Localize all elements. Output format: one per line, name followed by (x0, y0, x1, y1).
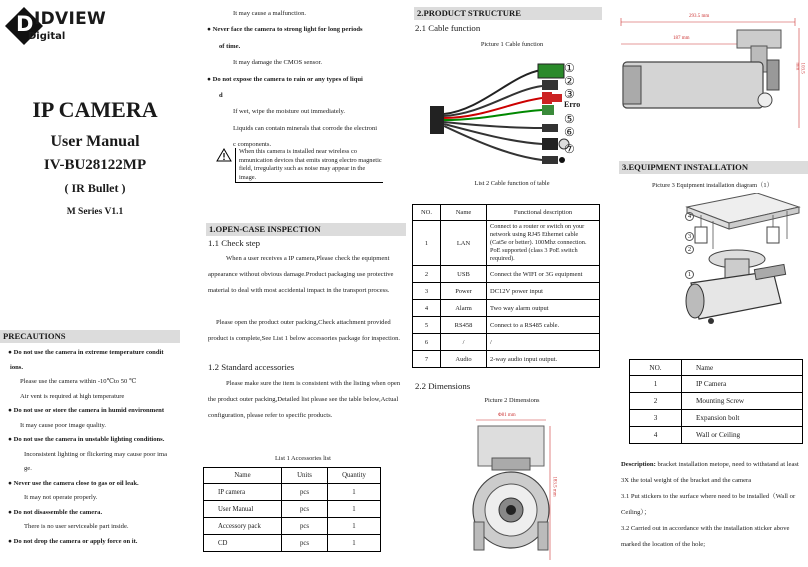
precaution-6: ● Do not drop the camera or apply force on it. (8, 537, 138, 545)
precaution-1-detail-2: Air vent is required at high temperature (20, 392, 125, 400)
inspection-column (203, 0, 406, 567)
precaution-5-detail: There is no user serviceable part inside. (24, 523, 129, 530)
cell: 1 (328, 484, 381, 501)
cell: Connect to a router or switch on your network using RJ45 Ethernet cable (Cat5e or better). 100Mhz connection. PoE supported (class 3 PoE switch required). (487, 221, 600, 266)
cell: Accessory pack (204, 518, 282, 535)
cell: pcs (282, 484, 328, 501)
accessories-table (203, 467, 381, 552)
check-step-text-1: When a user receives a IP camera,Please check the equipment appearance without obvious damage.Product packaging use protective material to deal with most accidental impact in the transport process. (208, 255, 394, 294)
cable-callouts (564, 62, 594, 156)
col-description: Functional description (487, 205, 600, 221)
cell: 5 (413, 317, 441, 334)
cell: CD (204, 535, 282, 552)
table-row (413, 317, 600, 334)
cell: RS458 (441, 317, 487, 334)
cell: LAN (441, 221, 487, 266)
install-step-1 (621, 489, 807, 521)
brand-name: IDVIEW (34, 9, 107, 29)
callout-5: ⑤ (564, 112, 575, 126)
table-row (204, 484, 381, 501)
installation-parts-table (629, 359, 803, 444)
callout-6: ⑥ (564, 125, 575, 139)
callout-3: 3 (685, 232, 694, 241)
col-no: NO. (413, 205, 441, 221)
precaution-3-detail-2: ge. (24, 465, 32, 472)
cont-bullet-2: ● Never face the camera to strong light for long periods (207, 26, 363, 34)
cont-bullet-2b: of time. (219, 42, 241, 50)
cell: 1 (413, 221, 441, 266)
precaution-1-detail-1: Please use the camera within -10℃to 50 ℃ (20, 378, 137, 385)
precaution-2: ● Do not use or store the camera in humid environment (8, 407, 165, 414)
callout-2: 2 (685, 245, 694, 254)
cont-line-3b: Liquids can contain minerals that corrode the electroni (233, 124, 378, 132)
precaution-4-detail: It may not operate properly. (24, 494, 98, 501)
cell: Connect the WIFI or 3G equipment (487, 266, 600, 283)
cell: 4 (630, 427, 682, 444)
precautions-list (8, 346, 198, 549)
logo-letter: D (16, 12, 34, 36)
list2-caption: List 2 Cable function of table (474, 180, 550, 187)
inspection-heading: 1.OPEN-CASE INSPECTION (206, 223, 406, 236)
pic3-caption: Picture 3 Equipment installation diagram（1） (651, 182, 774, 189)
col-units: Units (282, 468, 328, 484)
table-row (413, 266, 600, 283)
product-type: ( IR Bullet ) (64, 181, 126, 195)
cont-line-3a: If wet, wipe the moisture out immediately. (233, 108, 346, 116)
precaution-3: ● Do not use the camera in unstable lighting conditions. (8, 436, 165, 443)
side-dimension-diagram (617, 10, 808, 130)
standard-accessories-title: 1.2 Standard accessories (208, 362, 295, 372)
check-step-para-1 (208, 251, 401, 299)
callout-1: ① (564, 61, 575, 75)
structure-heading: 2.PRODUCT STRUCTURE (414, 7, 602, 20)
list1-caption: List 1 Accessories list (275, 455, 331, 462)
table-row (630, 376, 803, 393)
cell: 4 (413, 300, 441, 317)
cont-bullet-3b: d (219, 92, 223, 100)
cell: Connect to a RS485 cable. (487, 317, 600, 334)
table-row (630, 393, 803, 410)
cell: Mounting Screw (682, 393, 803, 410)
precaution-1-cont: ions. (10, 363, 24, 371)
cell: 1 (328, 501, 381, 518)
standard-accessories-para (208, 376, 401, 424)
description-text: bracket installation metope, need to withstand at least 3X the total weight of the bracket and the camera (621, 461, 799, 484)
cont-line-2: It may damage the CMOS sensor. (233, 59, 323, 67)
callout-7: ⑦ (564, 142, 575, 156)
cover-column (0, 0, 200, 567)
dimensions-title: 2.2 Dimensions (415, 381, 471, 391)
series-version: M Series V1.1 (66, 207, 124, 217)
precaution-5: ● Do not disassemble the camera. (8, 508, 103, 516)
cell: Audio (441, 351, 487, 368)
precautions-heading: PRECAUTIONS (0, 330, 180, 343)
cell: User Manual (204, 501, 282, 518)
table-header-row (204, 468, 381, 484)
cell: 2 (413, 266, 441, 283)
table-header-row (413, 205, 600, 221)
brand-sub: Digital (28, 31, 66, 42)
cable-function-title: 2.1 Cable function (415, 23, 481, 33)
cell: DC12V power input (487, 283, 600, 300)
cont-line-1: It may cause a malfunction. (233, 10, 307, 17)
cable-function-table (412, 204, 600, 368)
table-row (413, 300, 600, 317)
installation-diagram (677, 193, 802, 330)
col-name: Name (682, 360, 803, 376)
install-step-2 (621, 521, 807, 553)
dim-side-height-label: 103.5 mm (794, 62, 805, 74)
install-step-1-text: 3.1 Put stickers to the surface where need to be installed（Wall or Ceiling）； (621, 493, 796, 516)
check-step-title: 1.1 Check step (208, 238, 261, 248)
table-row (413, 334, 600, 351)
precautions-continued (207, 6, 405, 154)
dimensions-diagram (468, 412, 558, 562)
pic1-caption: Picture 1 Cable function (480, 41, 544, 48)
installation-column (617, 0, 808, 567)
precaution-4: ● Never use the camera close to gas or oil leak. (8, 479, 139, 487)
dim-total-label: 293.5 mm (689, 14, 710, 19)
pic2-caption: Picture 2 Dimensions (484, 397, 540, 404)
col-no: NO. (630, 360, 682, 376)
cell: 2-way audio input output. (487, 351, 600, 368)
description-label: Description: (621, 461, 656, 468)
cont-line-3c: c components. (233, 141, 272, 149)
table-row (413, 221, 600, 266)
error-label: Erro (564, 100, 581, 109)
cell: IP Camera (682, 376, 803, 393)
callout-4: 4 (685, 212, 694, 221)
cell: Two way alarm output (487, 300, 600, 317)
brand-logo (4, 6, 116, 46)
table-row (630, 427, 803, 444)
cell: USB (441, 266, 487, 283)
callout-1: 1 (685, 270, 694, 279)
table-row (204, 501, 381, 518)
cell: 1 (328, 535, 381, 552)
check-step-text-2: Please open the product outer packing,Check attachment provided product is complete,See List 1 below accessories package for inspection. (208, 319, 401, 342)
cell: 1 (328, 518, 381, 535)
table-row (204, 535, 381, 552)
cell: IP camera (204, 484, 282, 501)
warning-box (235, 148, 383, 183)
callout-2: ② (564, 74, 575, 88)
cell: 3 (630, 410, 682, 427)
col-name: Name (204, 468, 282, 484)
dim-height-label: 183.5 mm (551, 476, 557, 497)
precaution-3-detail-1: Inconsistent lighting or flickering may cause poor ima (24, 450, 168, 458)
dim-width-label: Φ81 mm (498, 413, 516, 418)
cell: pcs (282, 535, 328, 552)
cont-bullet-3: ● Do not expose the camera to rain or any types of liqui (207, 75, 363, 83)
model-number: IV-BU28122MP (43, 157, 147, 173)
col-quantity: Quantity (328, 468, 381, 484)
table-row (413, 351, 600, 368)
cell: 2 (630, 393, 682, 410)
warning-icon (216, 148, 232, 162)
callout-3: ③ (564, 87, 575, 101)
standard-accessories-text: Please make sure the item is consistent with the listing when open the product outer packing,Detailed list please see the table below,Actual configuration, please refer to specific products. (208, 380, 401, 419)
cell: 1 (630, 376, 682, 393)
table-row (204, 518, 381, 535)
product-title: IP CAMERA (32, 97, 158, 122)
table-header-row (630, 360, 803, 376)
manual-title: User Manual (50, 133, 140, 150)
install-step-2-text: 3.2 Carried out in accordance with the installation sticker above marked the location of the hole; (621, 525, 790, 548)
installation-heading: 3.EQUIPMENT INSTALLATION (619, 161, 808, 174)
cell: Expansion bolt (682, 410, 803, 427)
table-row (630, 410, 803, 427)
cell: Wall or Ceiling (682, 427, 803, 444)
cell: pcs (282, 501, 328, 518)
cell: Power (441, 283, 487, 300)
structure-column (412, 0, 612, 567)
installation-description (621, 457, 807, 489)
precaution-2-detail: It may cause poor image quality. (20, 421, 106, 429)
cell: 7 (413, 351, 441, 368)
table-row (413, 283, 600, 300)
dim-body-label: 187 mm (673, 36, 690, 41)
cell: 3 (413, 283, 441, 300)
cell: / (441, 334, 487, 351)
warning-text: When this camera is installed near wireless co mmunication devices that emits strong electro magnetic field, irregularity such as noise may appear in the image. (239, 148, 382, 181)
cell: / (487, 334, 600, 351)
cell: 6 (413, 334, 441, 351)
cell: Alarm (441, 300, 487, 317)
cell: pcs (282, 518, 328, 535)
precaution-1: ● Do not use the camera in extreme temperature condit (8, 349, 164, 356)
col-name: Name (441, 205, 487, 221)
check-step-para-2 (208, 315, 401, 347)
